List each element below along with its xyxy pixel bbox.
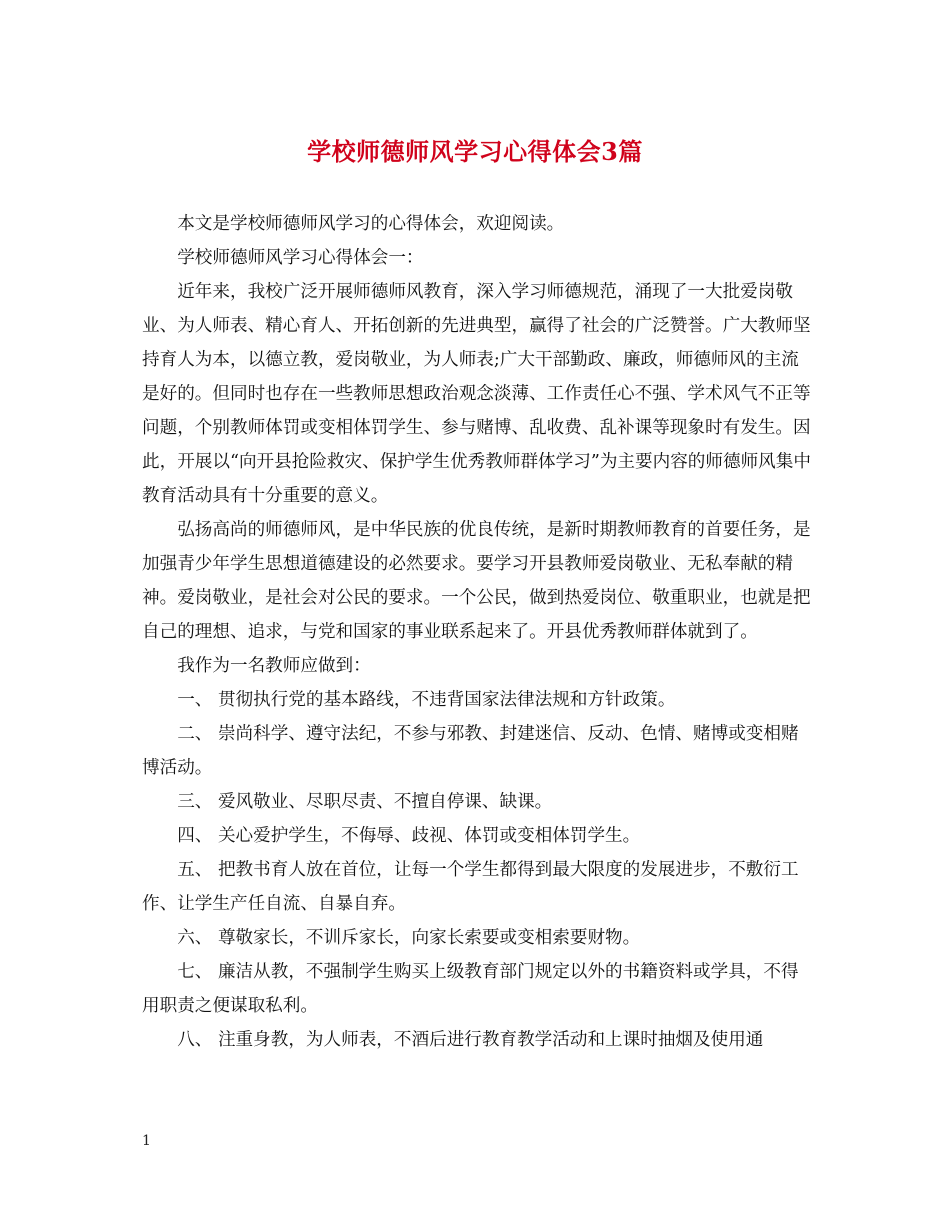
list-item: 六、 尊敬家长，不训斥家长，向家长索要或变相索要财物。 <box>177 928 641 948</box>
list-item: 二、 崇尚科学、遵守法纪，不参与邪教、封建迷信、反动、色情、赌博或变相赌博活动。 <box>142 724 799 778</box>
document-title: 学校师德师风学习心得体会3篇 <box>307 137 643 166</box>
paragraph: 我作为一名教师应做到： <box>177 656 371 676</box>
paragraph-section-heading: 学校师德师风学习心得体会一： <box>177 248 424 268</box>
list-item: 七、 廉洁从教，不强制学生购买上级教育部门规定以外的书籍资料或学具，不得用职责之便谋取私利。 <box>142 962 799 1016</box>
list-item: 八、 注重身教，为人师表，不酒后进行教育教学活动和上课时抽烟及使用通 <box>177 1030 764 1050</box>
list-item: 三、 爱风敬业、尽职尽责、不擅自停课、缺课。 <box>177 792 553 812</box>
document-body <box>142 207 814 1057</box>
list-item: 一、 贯彻执行党的基本路线，不违背国家法律法规和方针政策。 <box>177 690 676 710</box>
paragraph: 近年来，我校广泛开展师德师风教育，深入学习师德规范，涌现了一大批爱岗敬业、为人师表、精心育人、开拓创新的先进典型，赢得了社会的广泛赞誉。广大教师坚持育人为本，以德立教，爱岗敬业，为人师表;广大干部勤政、廉政，师德师风的主流是好的。但同时也存在一些教师思想政治观念淡薄、工作责任心不强、学术风气不正等问题，个别教师体罚或变相体罚学生、参与赌博、乱收费、乱补课等现象时有发生。因此，开展以“向开县抢险救灾、保护学生优秀教师群体学习”为主要内容的师德师风集中教育活动具有十分重要的意义。 <box>142 282 811 506</box>
list-item: 四、 关心爱护学生，不侮辱、歧视、体罚或变相体罚学生。 <box>177 826 641 846</box>
paragraph-intro: 本文是学校师德师风学习的心得体会，欢迎阅读。 <box>177 214 565 234</box>
page-number: 1 <box>142 1133 151 1149</box>
list-item: 五、 把教书育人放在首位，让每一个学生都得到最大限度的发展进步，不敷衍工作、让学生产任自流、自暴自弃。 <box>142 860 799 914</box>
paragraph: 弘扬高尚的师德师风，是中华民族的优良传统，是新时期教师教育的首要任务，是加强青少年学生思想道德建设的必然要求。要学习开县教师爱岗敬业、无私奉献的精神。爱岗敬业，是社会对公民的要求。一个公民，做到热爱岗位、敬重职业，也就是把自己的理想、追求，与党和国家的事业联系起来了。开县优秀教师群体就到了。 <box>142 520 811 642</box>
